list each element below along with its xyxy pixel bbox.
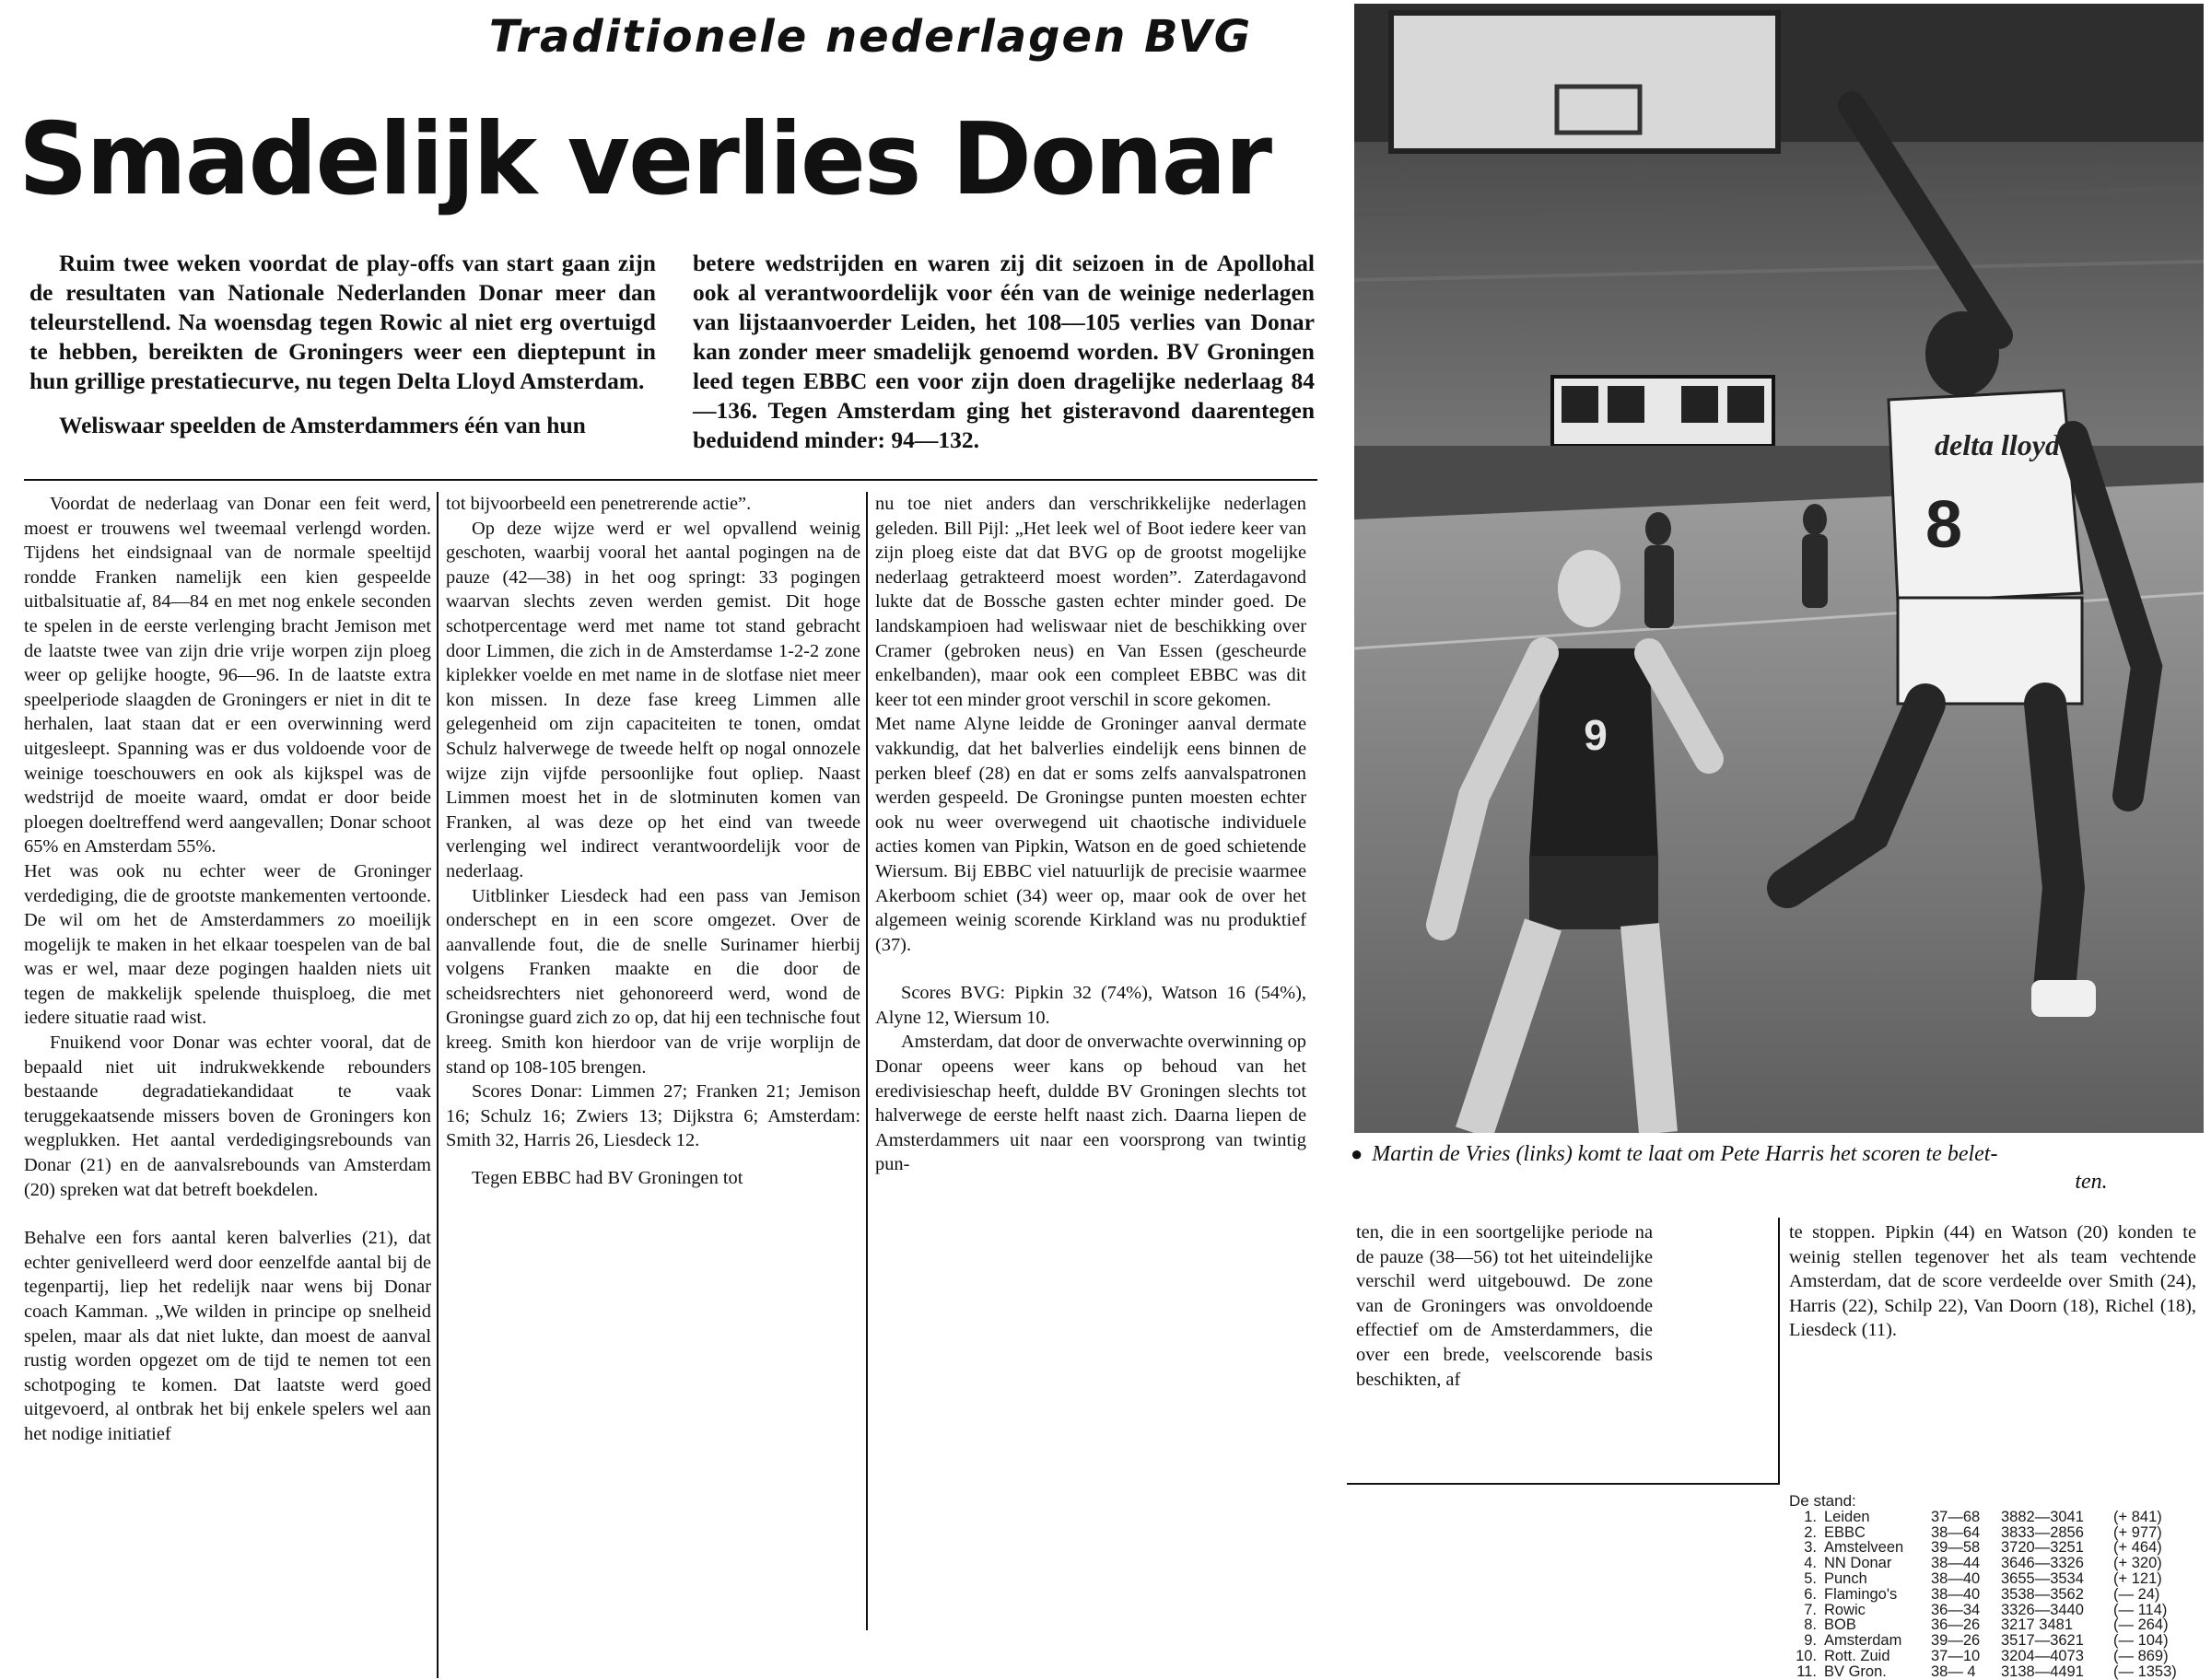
standings-position: 2. <box>1804 1523 1817 1541</box>
caption-tail: ten. <box>2075 1170 2108 1194</box>
standings-difference: (— 104) <box>2113 1632 2169 1650</box>
col3-paragraph-4: Amsterdam, dat door de onverwachte overwinning op Donar opeens weer kans op behoud van het eredivisieschap heeft, duldde BV Groningen slechts tot halverwege de eerste helft naast zich. Daarna liepen de Amsterdammers uit naar een voorsprong van twintig pun- <box>875 1032 1306 1175</box>
standings-record: 36—26 <box>1931 1616 1981 1634</box>
standings-row <box>1789 1603 2204 1618</box>
standings-difference: (+ 320) <box>2113 1555 2162 1572</box>
col2-paragraph-1: tot bijvoorbeeld een penetrerende actie”. <box>446 494 752 514</box>
standings-team: BV Gron. <box>1824 1662 1887 1680</box>
standings-team: Amsterdam <box>1824 1632 1902 1650</box>
standings-record: 38—40 <box>1931 1569 1981 1587</box>
col2-paragraph-2: Op deze wijze werd er wel opvallend weinig geschoten, waarbij vooral het aantal pogingen na de pauze (42—38) in het oog springt: 33 pogingen waarvan slechts zeven werden gemist. Dit hoge schotpercentage werd met name tot stand gebracht door Limmen, die zich in de Amsterdamse 1-2-2 zone kiplekker voelde en met name in de slotfase niet meer kon missen. In deze fase kreeg Limmen alle gelegenheid om zijn capaciteiten te tonen, omdat Schulz halverwege de tweede helft op nogal onnozele wijze zijn vijfde persoonlijke fout opliep. Naast Limmen moest het in de slotminuten komen van Franken, al was deze op het eind van tweede verlenging wel indirect verantwoordelijk voor de nederlaag. <box>446 518 860 881</box>
standings-position: 10. <box>1796 1647 1817 1664</box>
standings-points: 3326—3440 <box>2001 1601 2084 1618</box>
standings-points: 3655—3534 <box>2001 1569 2084 1587</box>
standings-title: De stand: <box>1789 1492 1856 1510</box>
standings-points: 3646—3326 <box>2001 1555 2084 1572</box>
standings-points: 3517—3621 <box>2001 1632 2084 1650</box>
svg-text:8: 8 <box>1925 488 1963 562</box>
standings-rows <box>1789 1510 2204 1680</box>
body-column-2 <box>446 492 860 1191</box>
standings-row <box>1789 1587 2204 1603</box>
standings-row <box>1789 1571 2204 1587</box>
col2-paragraph-3: Uitblinker Liesdeck had een pass van Jemison onderschept en in een score omgezet. Over de aanvallende fout, die de snelle Surinamer hierbij volgens Franken maakte en die door de scheidsrechters niet gehonoreerd werd, wond de Groningse guard zich zo op, dat hij een technische fout kreeg. Smith kon hierdoor van de vrije worplijn de stand op 108-105 brengen. <box>446 885 860 1078</box>
standings-position: 9. <box>1804 1632 1817 1650</box>
standings-record: 38— 4 <box>1931 1662 1976 1680</box>
standings-position: 5. <box>1804 1569 1817 1587</box>
svg-text:9: 9 <box>1584 711 1608 759</box>
standings-record: 39—26 <box>1931 1632 1981 1650</box>
standings-difference: (— 264) <box>2113 1616 2169 1634</box>
standings-team: Leiden <box>1824 1508 1870 1525</box>
standings-team: Amstelveen <box>1824 1539 1904 1557</box>
standings-difference: (+ 977) <box>2113 1523 2162 1541</box>
standings-row <box>1789 1510 2204 1525</box>
bullet-icon: ● <box>1351 1142 1363 1165</box>
standings-record: 38—64 <box>1931 1523 1981 1541</box>
kicker-headline: Traditionele nederlagen BVG <box>488 11 1253 63</box>
rule-bottom-right <box>1347 1483 1780 1485</box>
standings-record: 37—68 <box>1931 1508 1981 1525</box>
intro-left-column <box>29 249 656 440</box>
standings-row <box>1789 1525 2204 1541</box>
standings-difference: (+ 121) <box>2113 1569 2162 1587</box>
intro-right-column <box>693 249 1315 455</box>
body-column-1 <box>24 492 431 1447</box>
standings-difference: (— 24) <box>2113 1585 2160 1603</box>
caption-text: Martin de Vries (links) komt te laat om Pete Harris het scoren te belet- <box>1372 1142 1998 1166</box>
standings-team: Rowic <box>1824 1601 1866 1618</box>
standings-row <box>1789 1540 2204 1556</box>
intro-paragraph-3: betere wedstrijden en waren zij dit seizoen in de Apollohal ook al verantwoordelijk voor één van de weinige nederlagen van lijstaanvoerder Leiden, het 108—105 verlies van Donar kan zonder meer smadelijk genoemd worden. BV Groningen leed tegen EBBC een voor zijn doen dragelijke nederlaag 84—136. Tegen Amsterdam ging het gisteravond daarentegen beduidend minder: 94—132. <box>693 250 1315 453</box>
col3-paragraph-1: nu toe niet anders dan verschrikkelijke nederlagen geleden. Bill Pijl: „Het leek wel of Boot iedere keer van zijn ploeg eiste dat dat BVG op de grootst mogelijke nederlaag getrakteerd moest worden”. Zaterdagavond lukte dat de Bossche gasten echter minder goed. De landskampioen had weliswaar niet de beschikking over Cramer (gebroken neus) en Van Essen (gescheurde enkelbanden), maar ook een compleet EBBC was dit keer tot een minder groot verschil in score gekomen. <box>875 494 1306 710</box>
standings-points: 3538—3562 <box>2001 1585 2084 1603</box>
intro-paragraph-2: Weliswaar speelden de Amsterdammers één van hun <box>59 412 586 438</box>
column-rule-2 <box>866 492 868 1630</box>
standings-points: 3217 3481 <box>2001 1616 2073 1634</box>
rule-under-intro <box>24 479 1317 481</box>
column-rule-1 <box>437 492 439 1678</box>
col4-paragraph-1: ten, die in een soortgelijke periode na de pauze (38—56) tot het uiteindelijke verschil werd uitgebouwd. De zone van de Groningers was onvoldoende effectief om de Amsterdammers, die over een brede, veelscorende basis beschikten, af <box>1356 1222 1653 1390</box>
standings-points: 3833—2856 <box>2001 1523 2084 1541</box>
standings-points: 3138—4491 <box>2001 1662 2084 1680</box>
col1-paragraph-3: Fnuikend voor Donar was echter vooral, dat de bepaald niet uit indrukwekkende rebounders bestaande degradatiekandidaat te vaak teruggekaatsende missers boven de Groningers kon wegplukken. Het aantal verdedigingsrebounds van Donar (21) en de aanvalsrebounds van Amsterdam (20) spreken wat dat betreft boekdelen. <box>24 1032 431 1200</box>
basketball-photo <box>1354 4 2204 1133</box>
standings-row <box>1789 1556 2204 1571</box>
col3-paragraph-3: Scores BVG: Pipkin 32 (74%), Watson 16 (54%), Alyne 12, Wiersum 10. <box>875 983 1306 1028</box>
col1-paragraph-1: Voordat de nederlaag van Donar een feit werd, moest er trouwens wel tweemaal verlengd worden. Tijdens het eindsignaal van de normale speeltijd rondde Franken namelijk een kien gespeelde uitbalsituatie af, 84—84 en met nog enkele seconden te spelen in de eerste verlenging bracht Jemison met de laatste twee van zijn drie vrije worpen zijn ploeg weer op gelijke hoogte, 96—96. In de laatste extra speelperiode slaagden de Groningers er niet in dit te herhalen, laat staan dat er een overwinning werd uitgesleept. Spanning was er dus voldoende voor de weinige toeschouwers en ook als kijkspel was de wedstrijd de moeite waard, omdat er door beide ploegen doeltreffend werd aangevallen; Donar schoot 65% en Amsterdam 55%. <box>24 494 431 858</box>
standings-position: 4. <box>1804 1555 1817 1572</box>
standings-position: 1. <box>1804 1508 1817 1525</box>
standings-row <box>1789 1633 2204 1649</box>
standings-row <box>1789 1649 2204 1664</box>
standings-position: 3. <box>1804 1539 1817 1557</box>
standings-position: 11. <box>1796 1662 1817 1680</box>
body-column-3 <box>875 492 1306 1177</box>
standings-team: Punch <box>1824 1569 1867 1587</box>
standings-difference: (+ 464) <box>2113 1539 2162 1557</box>
standings-record: 37—10 <box>1931 1647 1981 1664</box>
standings-record: 36—34 <box>1931 1601 1981 1618</box>
col1-paragraph-2: Het was ook nu echter weer de Groninger verdediging, die de grootste mankementen vertoonde. De wil om het de Amsterdammers zo moeilijk mogelijk te maken in het elkaar toespelen van de bal was er wel, maar deze pogingen haalden niets uit tegen de makkelijk spelende thuisploeg, die met iedere situatie raad wist. <box>24 860 431 1029</box>
column-rule-3 <box>1778 1218 1780 1485</box>
standings-team: NN Donar <box>1824 1555 1892 1572</box>
standings-difference: (+ 841) <box>2113 1508 2162 1525</box>
jersey-sponsor-text: delta lloyd <box>1935 428 2060 461</box>
standings-difference: (— 869) <box>2113 1647 2169 1664</box>
col5-paragraph-1: te stoppen. Pipkin (44) en Watson (20) konden te weinig stellen tegenover het als team vechtende Amsterdam, dat de score verdeelde over Smith (24), Harris (22), Schilp 22), Van Doorn (18), Richel (18), Liesdeck (11). <box>1789 1222 2196 1341</box>
standings-team: BOB <box>1824 1616 1856 1634</box>
col3-paragraph-2: Met name Alyne leidde de Groninger aanval dermate vakkundig, dat het balverlies eindelijk eens binnen de perken bleef (28) en dat er soms zelfs aanvalspatronen werden gespeeld. De Groningse punten moesten echter ook nu weer overwegend uit chaotische individuele acties komen van Pipkin, Watson en de goed schietende Wiersum. Bij EBBC viel natuurlijk de precisie waarmee Akerboom schiet (34) weer op, maar ook de over het algemeen weinig scorende Kirkland was nu produktief (37). <box>875 714 1306 955</box>
col1-paragraph-4: Behalve een fors aantal keren balverlies (21), dat echter genivelleerd werd door eenzelfde aantal bij de tegenpartij, liep het redelijk naar wens bij Donar coach Kamman. „We wilden in principe op snelheid spelen, maar als dat niet lukte, dan moest de aanval rustig worden opgezet om de tijd te nemen tot een schotpoging te komen. Dat laatste werd goed uitgevoerd, al ontbrak het bij enkele spelers wel aan het nodige initiatief <box>24 1228 431 1444</box>
standings-record: 39—58 <box>1931 1539 1981 1557</box>
standings-table <box>1789 1494 2204 1680</box>
standings-points: 3204—4073 <box>2001 1647 2084 1664</box>
body-column-5 <box>1789 1220 2196 1343</box>
standings-position: 8. <box>1804 1616 1817 1634</box>
standings-team: Flamingo's <box>1824 1585 1898 1603</box>
standings-points: 3720—3251 <box>2001 1539 2084 1557</box>
main-headline: Smadelijk verlies Donar <box>18 102 1271 217</box>
standings-position: 6. <box>1804 1585 1817 1603</box>
col2-paragraph-4: Scores Donar: Limmen 27; Franken 21; Jemison 16; Schulz 16; Zwiers 13; Dijkstra 6; Amsterdam: Smith 32, Harris 26, Liesdeck 12. <box>446 1081 860 1151</box>
standings-team: Rott. Zuid <box>1824 1647 1890 1664</box>
standings-record: 38—40 <box>1931 1585 1981 1603</box>
col2-paragraph-5: Tegen EBBC had BV Groningen tot <box>472 1168 743 1189</box>
standings-record: 38—44 <box>1931 1555 1981 1572</box>
intro-paragraph-1: Ruim twee weken voordat de play-offs van start gaan zijn de resultaten van Nationale Nederlanden Donar meer dan teleurstellend. Na woensdag tegen Rowic al niet erg overtuigd te hebben, bereikten de Groningers weer een dieptepunt in hun grillige prestatiecurve, nu tegen Delta Lloyd Amsterdam. <box>29 250 656 394</box>
body-column-4 <box>1356 1220 1653 1392</box>
standings-position: 7. <box>1804 1601 1817 1618</box>
standings-difference: (— 1353) <box>2113 1662 2177 1680</box>
standings-difference: (— 114) <box>2113 1601 2168 1618</box>
standings-row <box>1789 1617 2204 1633</box>
standings-row <box>1789 1664 2204 1680</box>
standings-team: EBBC <box>1824 1523 1866 1541</box>
photo-caption <box>1351 1140 2205 1196</box>
standings-points: 3882—3041 <box>2001 1508 2084 1525</box>
photo-illustration <box>1354 4 2204 1133</box>
